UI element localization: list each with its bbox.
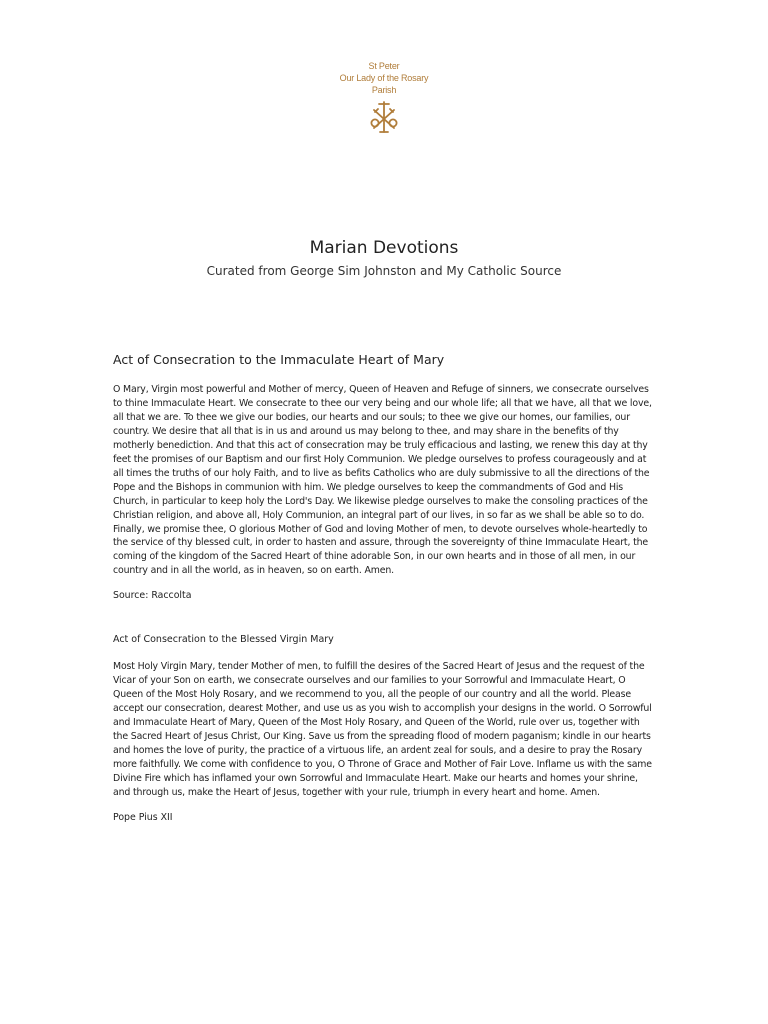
logo-line-2: Our Lady of the Rosary	[339, 73, 429, 83]
document-title: Marian Devotions	[309, 238, 459, 258]
section-heading: Act of Consecration to the Blessed Virgin Mary	[113, 634, 334, 645]
prayer-text: Most Holy Virgin Mary, tender Mother of men, to fulfill the desires of the Sacred Heart of Jesus and the request of the Vicar of your Son on earth, we consecrate ourselves and our families to your Sorrowful and Immaculate Heart, O Queen of the Most Holy Rosary, and we recommend to you, all the people of our country and all the world. Please accept our consecration, dearest Mother, and use us as you wish to accomplish your designs in the world. O Sorrowful and Immaculate Heart of Mary, Queen of the Most Holy Rosary, and Queen of the World, rule over us, together with the Sacred Heart of Jesus Christ, Our King. Save us from the spreading flood of modern paganism; kindle in our hearts and homes the love of purity, the practice of a virtuous life, an ardent zeal for souls, and a desire to pray the Rosary more faithfully. We come with confidence to you, O Throne of Grace and Mother of Fair Love. Inflame us with the same Divine Fire which has inflamed your own Sorrowful and Immaculate Heart. Make our hearts and homes your shrine, and through us, make the Heart of Jesus, together with your rule, triumph in every heart and home. Amen.	[113, 661, 652, 798]
section-heading: Act of Consecration to the Immaculate Heart of Mary	[113, 352, 445, 367]
source-note: Pope Pius XII	[113, 811, 173, 823]
parish-logo	[0, 60, 768, 134]
source-note: Source: Raccolta	[113, 590, 192, 602]
document-subtitle: Curated from George Sim Johnston and My Catholic Source	[206, 264, 562, 278]
prayer-text: O Mary, Virgin most powerful and Mother of mercy, Queen of Heaven and Refuge of sinners, we consecrate ourselves to thine Immaculate Heart. We consecrate to thee our very being and our whole life; all that we have, all that we love, all that we are. To thee we give our bodies, our hearts and our souls; to thee we give our homes, our families, our country. We desire that all that is in us and around us may belong to thee, and may share in the benefits of thy motherly benediction. And that this act of consecration may be truly efficacious and lasting, we renew this day at thy feet the promises of our Baptism and our first Holy Communion. We pledge ourselves to profess courageously and at all times the truths of our holy Faith, and to live as befits Catholics who are duly submissive to all the directions of the Pope and the Bishops in communion with him. We pledge ourselves to keep the commandments of God and His Church, in particular to keep holy the Lord's Day. We likewise pledge ourselves to make the consoling practices of the Christian religion, and above all, Holy Communion, an integral part of our lives, in so far as we shall be able so to do. Finally, we promise thee, O glorious Mother of God and loving Mother of men, to devote ourselves whole-heartedly to the service of thy blessed cult, in order to hasten and assure, through the sovereignty of thine Immaculate Heart, the coming of the kingdom of the Sacred Heart of thine adorable Son, in our own hearts and in those of all men, in our country and in all the world, as in heaven, so on earth. Amen.	[113, 384, 652, 577]
logo-line-1: St Peter	[368, 61, 400, 71]
crossed-keys-icon	[369, 100, 399, 134]
section-immaculate-heart	[113, 352, 653, 603]
logo-line-3: Parish	[371, 85, 397, 95]
section-blessed-virgin	[113, 633, 653, 825]
